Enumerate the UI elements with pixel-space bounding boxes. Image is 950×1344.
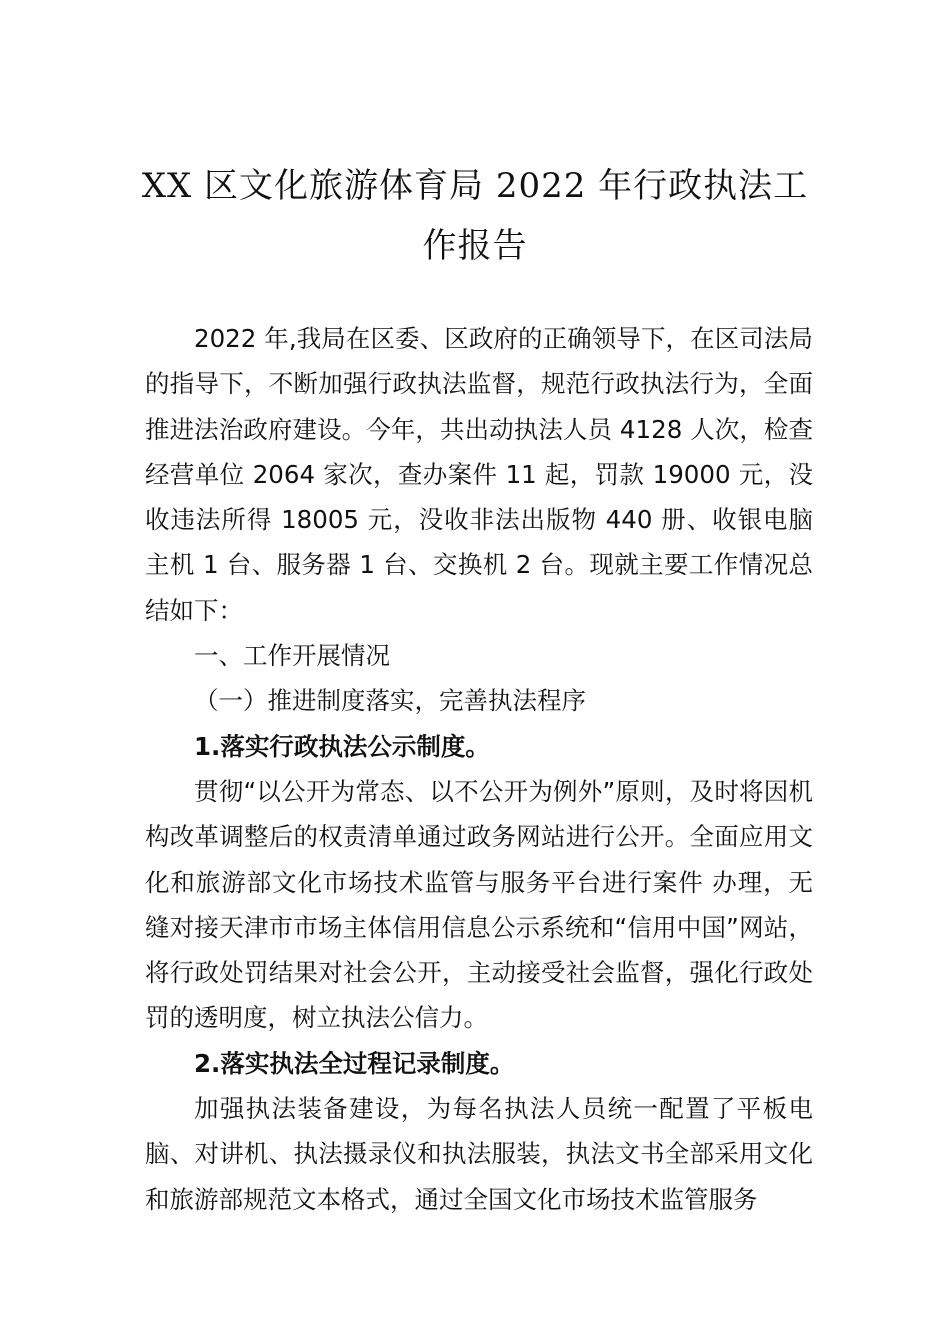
intro-paragraph: 2022 年,我局在区委、区政府的正确领导下，在区司法局的指导下，不断加强行政执法监督，规范行政执法行为，全面推进法治政府建设。今年，共出动执法人员 4128 人次，检查经营单位 2064 家次，查办案件 11 起，罚款 19000 元，没收违法所得 18005 元，没收非法出版物 440 册、收银电脑主机 1 台、服务器 1 台、交换机 2 台。现就主要工作情况总结如下： <box>145 324 813 625</box>
document-title <box>120 156 830 276</box>
section-heading-1: 一、工作开展情况 <box>194 641 390 671</box>
document-body <box>145 316 813 1222</box>
title-line-2: 作报告 <box>422 226 528 266</box>
item-heading-1: 1.落实行政执法公示制度。 <box>194 731 490 761</box>
title-line-1: XX 区文化旅游体育局 2022 年行政执法工 <box>141 166 809 206</box>
item-paragraph-2: 加强执法装备建设，为每名执法人员统一配置了平板电脑、对讲机、执法摄录仪和执法服装，执法文书全部采用文化和旅游部规范文本格式，通过全国文化市场技术监管服务 <box>145 1094 813 1214</box>
subsection-heading-1: （一）推进制度落实，完善执法程序 <box>194 686 586 716</box>
item-paragraph-1: 贯彻“以公开为常态、以不公开为例外”原则，及时将因机构改革调整后的权责清单通过政务网站进行公开。全面应用文化和旅游部文化市场技术监管与服务平台进行案件 办理，无缝对接天津市市场主体信用信息公示系统和“信用中国”网站，将行政处罚结果对社会公开，主动接受社会监督，强化行政处罚的透明度，树立执法公信力。 <box>145 776 813 1033</box>
item-heading-2: 2.落实执法全过程记录制度。 <box>194 1048 515 1078</box>
